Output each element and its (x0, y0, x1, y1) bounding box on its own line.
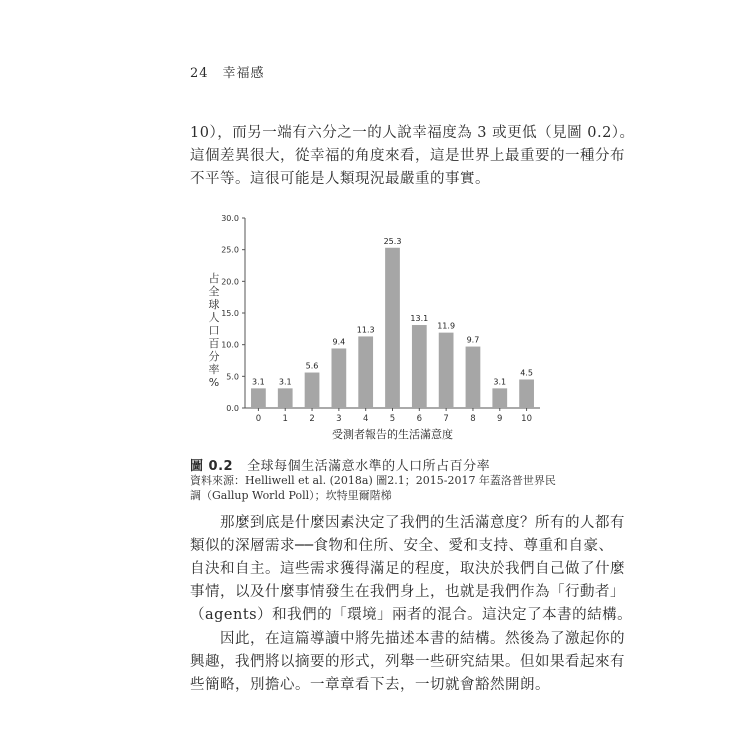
x-tick-label: 7 (443, 414, 449, 424)
y-tick-label: 30.0 (221, 214, 239, 223)
y-tick-label: 25.0 (221, 245, 239, 255)
paragraph-line: 些簡略，別擔心。一章章看下去，一切就會豁然開朗。 (190, 677, 550, 693)
bar-value-label: 5.6 (305, 361, 319, 371)
bar (358, 336, 373, 408)
bar (278, 388, 293, 408)
paragraph-1 (190, 122, 635, 191)
paragraph-line: 這個差異很大，從幸福的角度來看，這是世界上最重要的一種分布 (190, 148, 625, 164)
paragraph-line: 因此，在這篇導讀中將先描述本書的結構。然後為了激起你的 (220, 631, 625, 647)
bar (412, 325, 427, 408)
paragraph-line: 不平等。這很可能是人類現況最嚴重的事實。 (190, 171, 490, 187)
paragraph-line: 類似的深層需求──食物和住所、安全、愛和支持、尊重和自豪、 (190, 538, 614, 554)
bar-value-label: 13.1 (410, 314, 429, 324)
bar (385, 248, 400, 408)
figure-caption (190, 455, 490, 474)
paragraph-line: 10），而另一端有六分之一的人說幸福度為 3 或更低（見圖 0.2）。 (190, 125, 635, 141)
bar-value-label: 4.5 (520, 368, 533, 378)
bar (305, 373, 320, 408)
paragraph-line: 事情，以及什麼事情發生在我們身上，也就是我們作為「行動者」 (190, 584, 625, 600)
bar-value-label: 11.3 (356, 325, 375, 335)
x-tick-label: 0 (255, 414, 262, 424)
x-tick-label: 10 (521, 414, 533, 424)
figure-caption-text: 全球每個生活滿意水準的人口所占百分率 (247, 459, 491, 474)
y-tick-label: 0.0 (226, 404, 239, 413)
bar (492, 388, 507, 408)
x-tick-label: 8 (470, 414, 476, 424)
bar (251, 388, 266, 408)
y-tick-label: 5.0 (226, 372, 239, 382)
bar (439, 333, 454, 408)
x-tick-label: 6 (416, 414, 423, 424)
bar (331, 348, 346, 408)
x-tick-label: 3 (336, 414, 342, 424)
bar (466, 347, 481, 408)
paragraph-3 (190, 628, 625, 697)
x-tick-label: 2 (309, 414, 315, 424)
bar-chart (200, 208, 550, 443)
paragraph-line: （agents）和我們的「環境」兩者的混合。這決定了本書的結構。 (190, 607, 633, 623)
paragraph-2 (190, 512, 633, 627)
bar (519, 380, 534, 409)
chart-x-axis-label: 受測者報告的生活滿意度 (332, 428, 453, 441)
bar-value-label: 3.1 (278, 377, 292, 387)
chart-svg (200, 208, 550, 443)
paragraph-line: 自決和自主。這些需求獲得滿足的程度，取決於我們自己做了什麼 (190, 561, 625, 577)
bar-value-label: 3.1 (493, 377, 507, 387)
running-header (190, 62, 279, 81)
x-tick-label: 5 (389, 414, 396, 424)
figure-source: 資料來源：Helliwell et al. (2018a) 圖2.1；2015-2017 年蓋洛普世界民調（Gallup World Poll）；坎特里爾階梯 (190, 474, 556, 502)
bar-value-label: 11.9 (437, 321, 456, 331)
chart-y-axis-label: 占 全 球 人 口 百 分 率 % (208, 272, 220, 389)
x-tick-label: 9 (497, 414, 503, 424)
running-title: 幸福感 (222, 66, 265, 81)
paragraph-line: 那麼到底是什麼因素決定了我們的生活滿意度？所有的人都有 (220, 515, 625, 531)
figure-number: 圖 0.2 (190, 459, 234, 474)
y-tick-label: 15.0 (221, 309, 239, 318)
bar-value-label: 3.1 (252, 377, 265, 387)
bar-value-label: 9.7 (466, 335, 480, 345)
bar-value-label: 25.3 (383, 236, 402, 246)
bar-value-label: 9.4 (332, 337, 346, 347)
paragraph-line: 興趣，我們將以摘要的形式，列舉一些研究結果。但如果看起來有 (190, 654, 625, 670)
page-number: 24 (190, 66, 209, 81)
y-tick-label: 10.0 (221, 340, 239, 350)
x-tick-label: 1 (282, 414, 288, 424)
x-tick-label: 4 (362, 414, 369, 424)
y-tick-label: 20.0 (221, 277, 239, 287)
